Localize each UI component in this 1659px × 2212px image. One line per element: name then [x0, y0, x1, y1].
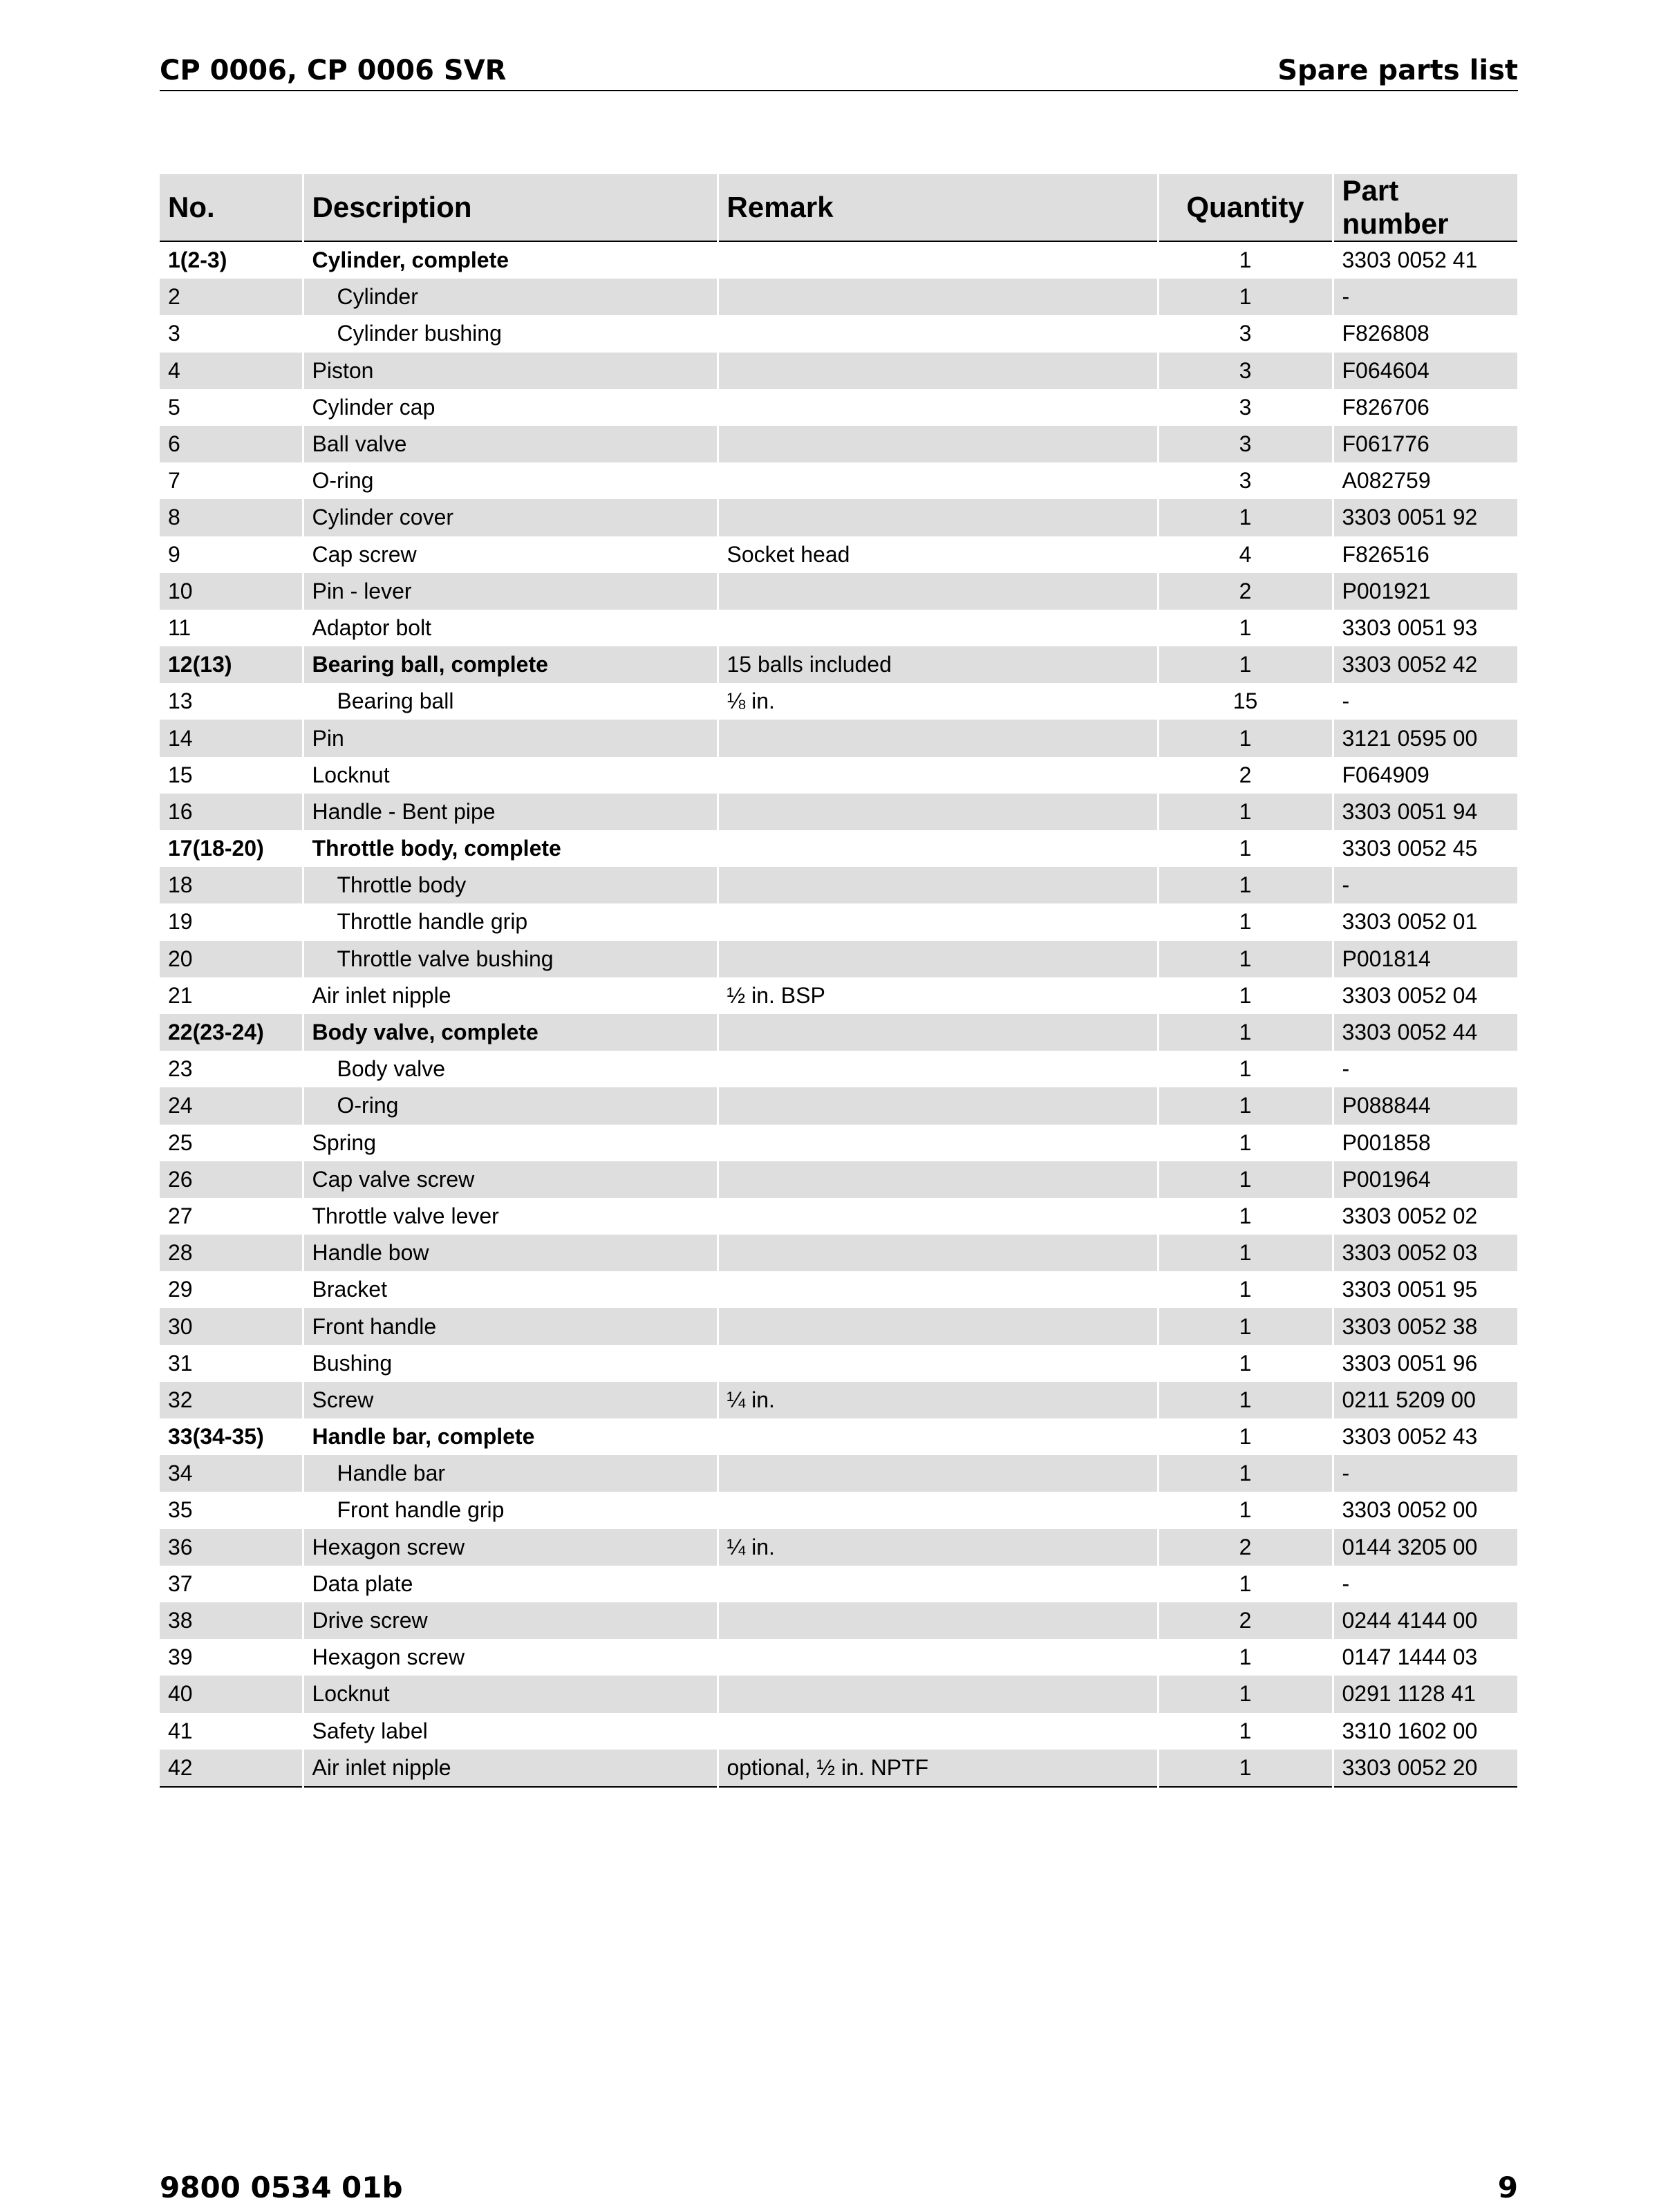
table-row	[160, 646, 1518, 683]
cell-quantity: 1	[1158, 794, 1333, 830]
cell-remark	[718, 1418, 1158, 1455]
cell-part-number: -	[1333, 1455, 1518, 1492]
cell-part-number: -	[1333, 683, 1518, 720]
cell-part-number: 0211 5209 00	[1333, 1382, 1518, 1418]
cell-description: Cylinder cap	[303, 389, 718, 426]
cell-no: 32	[160, 1382, 303, 1418]
cell-quantity: 1	[1158, 1382, 1333, 1418]
cell-no: 3	[160, 315, 303, 352]
cell-quantity: 2	[1158, 573, 1333, 610]
cell-no: 6	[160, 426, 303, 462]
cell-remark	[718, 1308, 1158, 1344]
table-row	[160, 1087, 1518, 1124]
cell-no: 29	[160, 1271, 303, 1308]
cell-quantity: 1	[1158, 1713, 1333, 1750]
cell-description: Cap screw	[303, 536, 718, 573]
cell-remark	[718, 1566, 1158, 1602]
cell-quantity: 2	[1158, 1602, 1333, 1639]
cell-part-number: 3303 0052 03	[1333, 1235, 1518, 1271]
table-row	[160, 1713, 1518, 1750]
cell-no: 11	[160, 610, 303, 646]
table-row	[160, 1014, 1518, 1051]
cell-no: 31	[160, 1345, 303, 1382]
cell-quantity: 1	[1158, 610, 1333, 646]
section-title: Spare parts list	[1277, 55, 1518, 86]
cell-part-number: 3303 0052 20	[1333, 1750, 1518, 1787]
cell-description: Air inlet nipple	[303, 1750, 718, 1787]
cell-remark	[718, 1198, 1158, 1235]
table-row	[160, 720, 1518, 756]
cell-part-number: -	[1333, 1051, 1518, 1087]
table-row	[160, 1418, 1518, 1455]
cell-remark	[718, 757, 1158, 794]
cell-quantity: 1	[1158, 1676, 1333, 1712]
cell-description: Bearing ball	[303, 683, 718, 720]
page-number: 9	[1497, 2171, 1518, 2204]
cell-part-number: 3303 0052 38	[1333, 1308, 1518, 1344]
cell-remark: 15 balls included	[718, 646, 1158, 683]
cell-part-number: 3303 0051 95	[1333, 1271, 1518, 1308]
cell-no: 18	[160, 867, 303, 903]
table-header-row	[160, 174, 1518, 241]
cell-description: Throttle body, complete	[303, 830, 718, 867]
cell-no: 27	[160, 1198, 303, 1235]
cell-no: 36	[160, 1529, 303, 1566]
table-row	[160, 315, 1518, 352]
table-row	[160, 1639, 1518, 1676]
cell-part-number: 3303 0051 94	[1333, 794, 1518, 830]
cell-remark	[718, 1087, 1158, 1124]
cell-description: Safety label	[303, 1713, 718, 1750]
cell-quantity: 3	[1158, 462, 1333, 499]
cell-part-number: 3303 0052 41	[1333, 241, 1518, 279]
cell-part-number: F064909	[1333, 757, 1518, 794]
cell-remark: ¼ in.	[718, 1382, 1158, 1418]
cell-part-number: 3303 0051 93	[1333, 610, 1518, 646]
cell-remark	[718, 610, 1158, 646]
cell-remark: ½ in. BSP	[718, 977, 1158, 1014]
cell-no: 5	[160, 389, 303, 426]
cell-no: 24	[160, 1087, 303, 1124]
cell-no: 40	[160, 1676, 303, 1712]
table-row	[160, 1602, 1518, 1639]
cell-no: 20	[160, 941, 303, 977]
cell-remark	[718, 1235, 1158, 1271]
cell-remark	[718, 279, 1158, 315]
cell-part-number: P001964	[1333, 1161, 1518, 1198]
cell-description: Body valve, complete	[303, 1014, 718, 1051]
cell-description: Ball valve	[303, 426, 718, 462]
cell-description: O-ring	[303, 462, 718, 499]
cell-quantity: 1	[1158, 1566, 1333, 1602]
cell-remark	[718, 1676, 1158, 1712]
table-row	[160, 1271, 1518, 1308]
column-header-quantity: Quantity	[1158, 174, 1333, 241]
cell-part-number: 0147 1444 03	[1333, 1639, 1518, 1676]
cell-no: 15	[160, 757, 303, 794]
cell-part-number: 3303 0052 44	[1333, 1014, 1518, 1051]
cell-quantity: 1	[1158, 830, 1333, 867]
table-row	[160, 830, 1518, 867]
model-title: CP 0006, CP 0006 SVR	[160, 55, 507, 86]
cell-part-number: 3303 0051 96	[1333, 1345, 1518, 1382]
table-row	[160, 1345, 1518, 1382]
table-row	[160, 1051, 1518, 1087]
cell-quantity: 1	[1158, 1161, 1333, 1198]
column-header-no: No.	[160, 174, 303, 241]
cell-description: Bearing ball, complete	[303, 646, 718, 683]
cell-part-number: F826516	[1333, 536, 1518, 573]
cell-part-number: -	[1333, 1566, 1518, 1602]
cell-quantity: 2	[1158, 757, 1333, 794]
cell-remark	[718, 1639, 1158, 1676]
cell-quantity: 1	[1158, 977, 1333, 1014]
cell-description: Cylinder, complete	[303, 241, 718, 279]
table-row	[160, 867, 1518, 903]
cell-quantity: 1	[1158, 499, 1333, 536]
table-row	[160, 1750, 1518, 1787]
table-row	[160, 1492, 1518, 1528]
cell-quantity: 1	[1158, 1308, 1333, 1344]
cell-remark	[718, 720, 1158, 756]
cell-description: Cylinder bushing	[303, 315, 718, 352]
cell-part-number: F061776	[1333, 426, 1518, 462]
cell-quantity: 1	[1158, 279, 1333, 315]
cell-quantity: 1	[1158, 1235, 1333, 1271]
cell-no: 26	[160, 1161, 303, 1198]
cell-description: Handle bar, complete	[303, 1418, 718, 1455]
cell-remark	[718, 867, 1158, 903]
page-header	[160, 50, 1518, 91]
cell-description: Hexagon screw	[303, 1529, 718, 1566]
cell-description: Front handle	[303, 1308, 718, 1344]
cell-description: Handle bow	[303, 1235, 718, 1271]
cell-part-number: 3303 0052 04	[1333, 977, 1518, 1014]
cell-no: 23	[160, 1051, 303, 1087]
cell-quantity: 1	[1158, 1418, 1333, 1455]
cell-description: Bushing	[303, 1345, 718, 1382]
table-row	[160, 1125, 1518, 1161]
cell-quantity: 3	[1158, 353, 1333, 389]
cell-remark	[718, 426, 1158, 462]
table-row	[160, 462, 1518, 499]
cell-part-number: 0291 1128 41	[1333, 1676, 1518, 1712]
cell-quantity: 1	[1158, 941, 1333, 977]
document-number: 9800 0534 01b	[160, 2171, 403, 2204]
cell-quantity: 1	[1158, 1455, 1333, 1492]
cell-part-number: 3303 0051 92	[1333, 499, 1518, 536]
cell-quantity: 1	[1158, 1198, 1333, 1235]
cell-no: 9	[160, 536, 303, 573]
cell-remark	[718, 573, 1158, 610]
cell-part-number: 3303 0052 42	[1333, 646, 1518, 683]
cell-part-number: P088844	[1333, 1087, 1518, 1124]
cell-no: 38	[160, 1602, 303, 1639]
cell-part-number: 3121 0595 00	[1333, 720, 1518, 756]
table-row	[160, 941, 1518, 977]
cell-description: Piston	[303, 353, 718, 389]
column-header-description: Description	[303, 174, 718, 241]
cell-quantity: 3	[1158, 389, 1333, 426]
table-row	[160, 1566, 1518, 1602]
cell-part-number: F064604	[1333, 353, 1518, 389]
cell-quantity: 1	[1158, 720, 1333, 756]
cell-no: 34	[160, 1455, 303, 1492]
cell-remark	[718, 389, 1158, 426]
cell-no: 25	[160, 1125, 303, 1161]
cell-description: Pin - lever	[303, 573, 718, 610]
cell-description: Spring	[303, 1125, 718, 1161]
cell-description: Front handle grip	[303, 1492, 718, 1528]
cell-no: 7	[160, 462, 303, 499]
table-row	[160, 1529, 1518, 1566]
cell-remark	[718, 241, 1158, 279]
table-row	[160, 794, 1518, 830]
cell-remark	[718, 1051, 1158, 1087]
table-row	[160, 279, 1518, 315]
cell-description: Locknut	[303, 757, 718, 794]
spare-parts-table	[160, 174, 1519, 1788]
cell-no: 42	[160, 1750, 303, 1787]
table-row	[160, 536, 1518, 573]
cell-description: Throttle body	[303, 867, 718, 903]
table-row	[160, 903, 1518, 940]
cell-remark	[718, 1161, 1158, 1198]
cell-quantity: 1	[1158, 241, 1333, 279]
cell-description: Throttle valve bushing	[303, 941, 718, 977]
cell-no: 41	[160, 1713, 303, 1750]
cell-quantity: 1	[1158, 1639, 1333, 1676]
table-row	[160, 499, 1518, 536]
table-row	[160, 1676, 1518, 1712]
cell-no: 30	[160, 1308, 303, 1344]
cell-remark	[718, 1125, 1158, 1161]
cell-no: 16	[160, 794, 303, 830]
table-row	[160, 1161, 1518, 1198]
cell-description: Body valve	[303, 1051, 718, 1087]
column-header-part-number: Part number	[1333, 174, 1518, 241]
cell-quantity: 1	[1158, 1492, 1333, 1528]
cell-description: Hexagon screw	[303, 1639, 718, 1676]
cell-part-number: -	[1333, 867, 1518, 903]
cell-remark	[718, 1602, 1158, 1639]
cell-remark	[718, 1713, 1158, 1750]
cell-quantity: 3	[1158, 315, 1333, 352]
cell-no: 33(34-35)	[160, 1418, 303, 1455]
cell-no: 39	[160, 1639, 303, 1676]
cell-description: Throttle handle grip	[303, 903, 718, 940]
cell-remark	[718, 941, 1158, 977]
cell-part-number: F826706	[1333, 389, 1518, 426]
cell-description: Drive screw	[303, 1602, 718, 1639]
cell-description: Cylinder cover	[303, 499, 718, 536]
cell-description: O-ring	[303, 1087, 718, 1124]
cell-no: 28	[160, 1235, 303, 1271]
table-row	[160, 1235, 1518, 1271]
cell-no: 8	[160, 499, 303, 536]
cell-part-number: A082759	[1333, 462, 1518, 499]
cell-description: Handle bar	[303, 1455, 718, 1492]
cell-quantity: 1	[1158, 1125, 1333, 1161]
cell-part-number: P001858	[1333, 1125, 1518, 1161]
cell-quantity: 1	[1158, 1087, 1333, 1124]
cell-no: 4	[160, 353, 303, 389]
cell-remark: ¼ in.	[718, 1529, 1158, 1566]
cell-remark	[718, 462, 1158, 499]
cell-no: 1(2-3)	[160, 241, 303, 279]
table-row	[160, 757, 1518, 794]
cell-part-number: -	[1333, 279, 1518, 315]
table-row	[160, 1198, 1518, 1235]
column-header-remark: Remark	[718, 174, 1158, 241]
cell-quantity: 1	[1158, 1750, 1333, 1787]
table-row	[160, 241, 1518, 279]
cell-remark	[718, 499, 1158, 536]
table-row	[160, 610, 1518, 646]
cell-no: 37	[160, 1566, 303, 1602]
cell-part-number: 3303 0052 43	[1333, 1418, 1518, 1455]
cell-no: 19	[160, 903, 303, 940]
cell-quantity: 2	[1158, 1529, 1333, 1566]
cell-part-number: 3303 0052 45	[1333, 830, 1518, 867]
table-row	[160, 1382, 1518, 1418]
cell-no: 17(18-20)	[160, 830, 303, 867]
cell-description: Data plate	[303, 1566, 718, 1602]
table-row	[160, 353, 1518, 389]
cell-description: Bracket	[303, 1271, 718, 1308]
table-row	[160, 389, 1518, 426]
cell-no: 14	[160, 720, 303, 756]
cell-part-number: 3303 0052 02	[1333, 1198, 1518, 1235]
cell-remark	[718, 903, 1158, 940]
cell-no: 21	[160, 977, 303, 1014]
table-row	[160, 426, 1518, 462]
cell-no: 35	[160, 1492, 303, 1528]
cell-description: Handle - Bent pipe	[303, 794, 718, 830]
cell-quantity: 3	[1158, 426, 1333, 462]
cell-quantity: 1	[1158, 1051, 1333, 1087]
cell-part-number: 3310 1602 00	[1333, 1713, 1518, 1750]
cell-quantity: 1	[1158, 1271, 1333, 1308]
cell-quantity: 1	[1158, 867, 1333, 903]
page-footer	[160, 2171, 1518, 2212]
table-row	[160, 977, 1518, 1014]
cell-remark	[718, 830, 1158, 867]
cell-part-number: P001921	[1333, 573, 1518, 610]
cell-remark: Socket head	[718, 536, 1158, 573]
cell-quantity: 1	[1158, 1014, 1333, 1051]
table-row	[160, 573, 1518, 610]
cell-quantity: 15	[1158, 683, 1333, 720]
table-row	[160, 1308, 1518, 1344]
cell-quantity: 1	[1158, 646, 1333, 683]
cell-description: Cylinder	[303, 279, 718, 315]
cell-description: Locknut	[303, 1676, 718, 1712]
cell-description: Screw	[303, 1382, 718, 1418]
cell-remark	[718, 353, 1158, 389]
cell-remark	[718, 315, 1158, 352]
cell-description: Pin	[303, 720, 718, 756]
cell-description: Adaptor bolt	[303, 610, 718, 646]
cell-remark	[718, 794, 1158, 830]
cell-description: Cap valve screw	[303, 1161, 718, 1198]
table-row	[160, 683, 1518, 720]
cell-part-number: 3303 0052 01	[1333, 903, 1518, 940]
cell-remark	[718, 1455, 1158, 1492]
cell-remark	[718, 1014, 1158, 1051]
cell-remark	[718, 1271, 1158, 1308]
cell-quantity: 4	[1158, 536, 1333, 573]
cell-part-number: 0244 4144 00	[1333, 1602, 1518, 1639]
cell-quantity: 1	[1158, 1345, 1333, 1382]
cell-description: Throttle valve lever	[303, 1198, 718, 1235]
cell-part-number: P001814	[1333, 941, 1518, 977]
cell-no: 13	[160, 683, 303, 720]
cell-remark: ⅛ in.	[718, 683, 1158, 720]
cell-no: 2	[160, 279, 303, 315]
cell-part-number: F826808	[1333, 315, 1518, 352]
cell-part-number: 3303 0052 00	[1333, 1492, 1518, 1528]
cell-no: 22(23-24)	[160, 1014, 303, 1051]
cell-quantity: 1	[1158, 903, 1333, 940]
table-row	[160, 1455, 1518, 1492]
cell-no: 12(13)	[160, 646, 303, 683]
cell-remark	[718, 1492, 1158, 1528]
cell-no: 10	[160, 573, 303, 610]
cell-description: Air inlet nipple	[303, 977, 718, 1014]
cell-remark: optional, ½ in. NPTF	[718, 1750, 1158, 1787]
cell-part-number: 0144 3205 00	[1333, 1529, 1518, 1566]
cell-remark	[718, 1345, 1158, 1382]
